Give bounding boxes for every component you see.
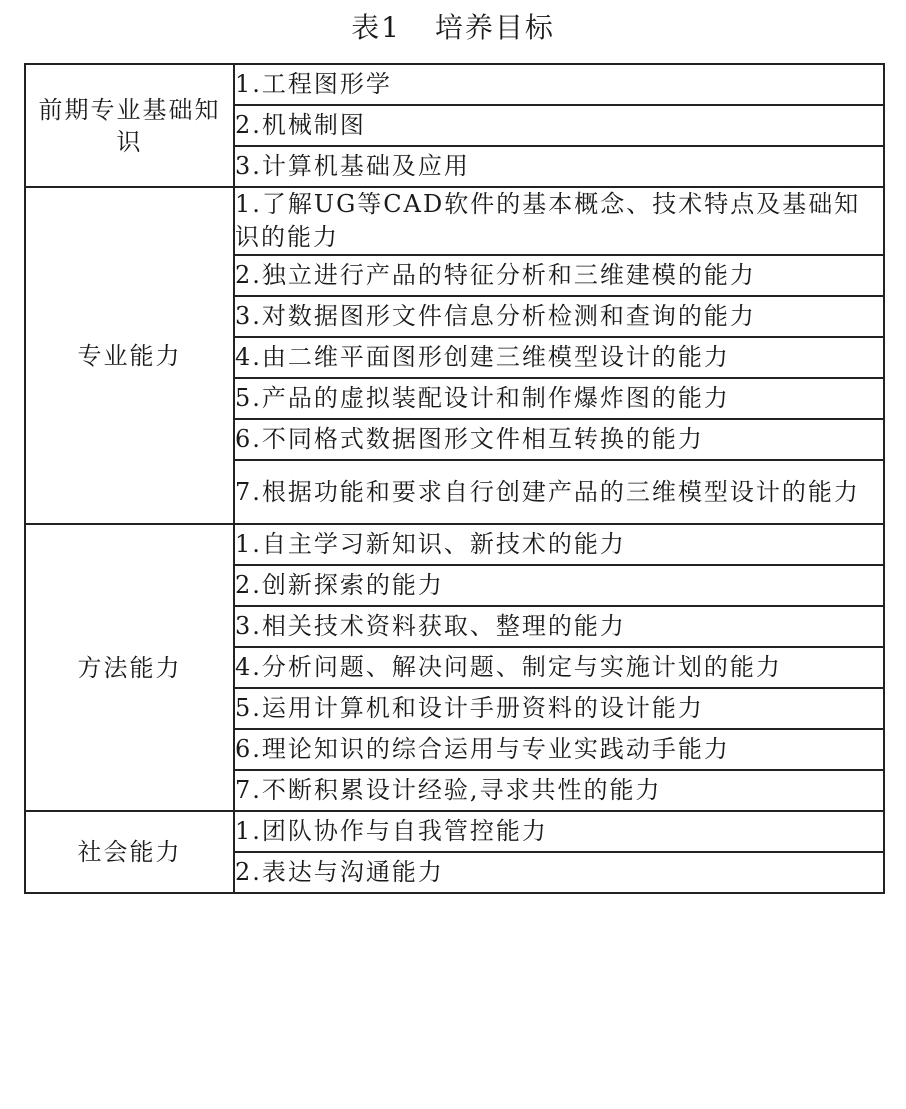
category-cell: 方法能力 <box>25 524 234 811</box>
goal-item: 1.工程图形学 <box>234 64 884 105</box>
table-row <box>25 524 884 565</box>
goal-item: 2.创新探索的能力 <box>234 565 884 606</box>
goal-item: 4.分析问题、解决问题、制定与实施计划的能力 <box>234 647 884 688</box>
goal-item: 4.由二维平面图形创建三维模型设计的能力 <box>234 337 884 378</box>
goal-item: 1.团队协作与自我管控能力 <box>234 811 884 852</box>
goal-item: 6.理论知识的综合运用与专业实践动手能力 <box>234 729 884 770</box>
goal-item: 5.运用计算机和设计手册资料的设计能力 <box>234 688 884 729</box>
goal-item: 7.不断积累设计经验,寻求共性的能力 <box>234 770 884 811</box>
goal-item: 1.自主学习新知识、新技术的能力 <box>234 524 884 565</box>
table-row <box>25 811 884 852</box>
table-row <box>25 64 884 105</box>
category-cell: 专业能力 <box>25 187 234 524</box>
goal-item: 3.相关技术资料获取、整理的能力 <box>234 606 884 647</box>
table-title: 培养目标 <box>434 11 555 44</box>
table-caption <box>0 8 906 48</box>
goal-item: 3.对数据图形文件信息分析检测和查询的能力 <box>234 296 884 337</box>
goal-item: 2.表达与沟通能力 <box>234 852 884 893</box>
table-row <box>25 187 884 255</box>
training-goals-table <box>24 63 885 894</box>
goal-item: 2.独立进行产品的特征分析和三维建模的能力 <box>234 255 884 296</box>
category-cell: 社会能力 <box>25 811 234 893</box>
goal-item: 3.计算机基础及应用 <box>234 146 884 187</box>
goal-item: 2.机械制图 <box>234 105 884 146</box>
goal-item: 7.根据功能和要求自行创建产品的三维模型设计的能力 <box>234 460 884 524</box>
category-cell: 前期专业基础知识 <box>25 64 234 187</box>
goal-item: 1.了解UG等CAD软件的基本概念、技术特点及基础知识的能力 <box>234 187 884 255</box>
table-number: 表1 <box>351 11 401 44</box>
goal-item: 5.产品的虚拟装配设计和制作爆炸图的能力 <box>234 378 884 419</box>
goal-item: 6.不同格式数据图形文件相互转换的能力 <box>234 419 884 460</box>
